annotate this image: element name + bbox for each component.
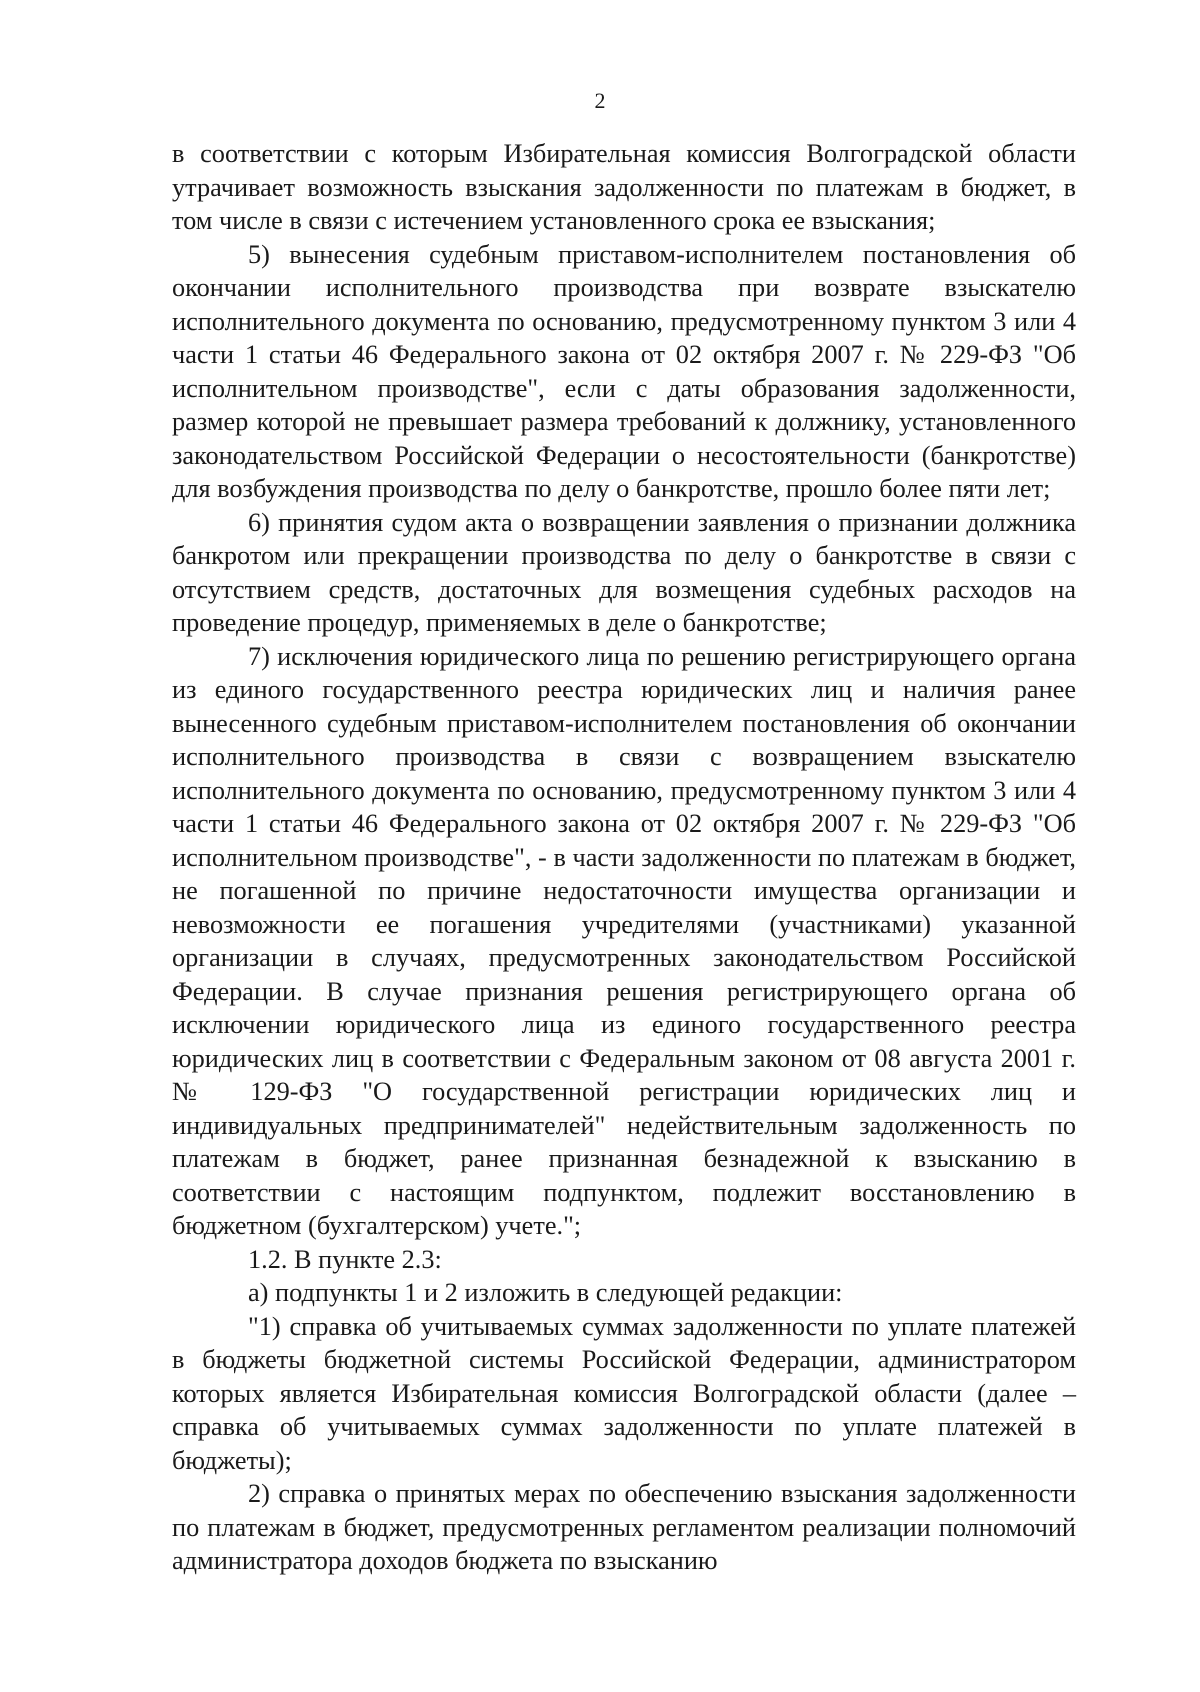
- paragraph-item-5: 5) вынесения судебным приставом-исполнителем постановления об окончании исполнительного производства при возврате взыскателю исполнительного документа по основанию, предусмотренному пунктом 3 или 4 части 1 статьи 46 Федерального закона от 02 октября 2007 г. № 229-ФЗ "Об исполнительном производстве", если с даты образования задолженности, размер которой не превышает размера требований к должнику, установленного законодательством Российской Федерации о несостоятельности (банкротстве) для возбуждения производства по делу о банкротстве, прошло более пяти лет;: [172, 239, 1076, 503]
- page-number: 2: [594, 88, 606, 113]
- paragraph-section-1-2: 1.2. В пункте 2.3:: [248, 1244, 442, 1274]
- paragraph-item-7: 7) исключения юридического лица по решению регистрирующего органа из единого государственного реестра юридических лиц и наличия ранее вынесенного судебным приставом-исполнителем постановления об окончании исполнительного производства в связи с возвращением взыскателю исполнительного документа по основанию, предусмотренному пунктом 3 или 4 части 1 статьи 46 Федерального закона от 02 октября 2007 г. № 229-ФЗ "Об исполнительном производстве", - в части задолженности по платежам в бюджет, не погашенной по причине недостаточности имущества организации и невозможности ее погашения учредителями (участниками) указанной организации в случаях, предусмотренных законодательством Российской Федерации. В случае признания решения регистрирующего органа об исключении юридического лица из единого государственного реестра юридических лиц в соответствии с Федеральным законом от 08 августа 2001 г. № 129-ФЗ "О государственной регистрации юридических лиц и индивидуальных предпринимателей" недействительным задолженность по платежам в бюджет, ранее признанная безнадежной к взысканию в соответствии с настоящим подпунктом, подлежит восстановлению в бюджетном (бухгалтерском) учете.";: [172, 641, 1076, 1240]
- paragraph-subitem-a: а) подпункты 1 и 2 изложить в следующей редакции:: [248, 1278, 843, 1307]
- paragraph-continuation: в соответствии с которым Избирательная комиссия Волгоградской области утрачивает возможность взыскания задолженности по платежам в бюджет, в том числе в связи с истечением установленного срока ее взыскания;: [172, 139, 1076, 235]
- paragraph-new-item-2: 2) справка о принятых мерах по обеспечению взыскания задолженности по платежам в бюджет, предусмотренных регламентом реализации полномочий администратора доходов бюджета по взысканию: [172, 1479, 1076, 1575]
- paragraph-item-6: 6) принятия судом акта о возвращении заявления о признании должника банкротом или прекращении производства по делу о банкротстве в связи с отсутствием средств, достаточных для возмещения судебных расходов на проведение процедур, применяемых в деле о банкротстве;: [172, 507, 1076, 637]
- document-body: [172, 137, 1076, 1578]
- paragraph-new-item-1: "1) справка об учитываемых суммах задолженности по уплате платежей в бюджеты бюджетной системы Российской Федерации, администратором которых является Избирательная комиссия Волгоградской области (далее – справка об учитываемых суммах задолженности по уплате платежей в бюджеты);: [172, 1311, 1076, 1475]
